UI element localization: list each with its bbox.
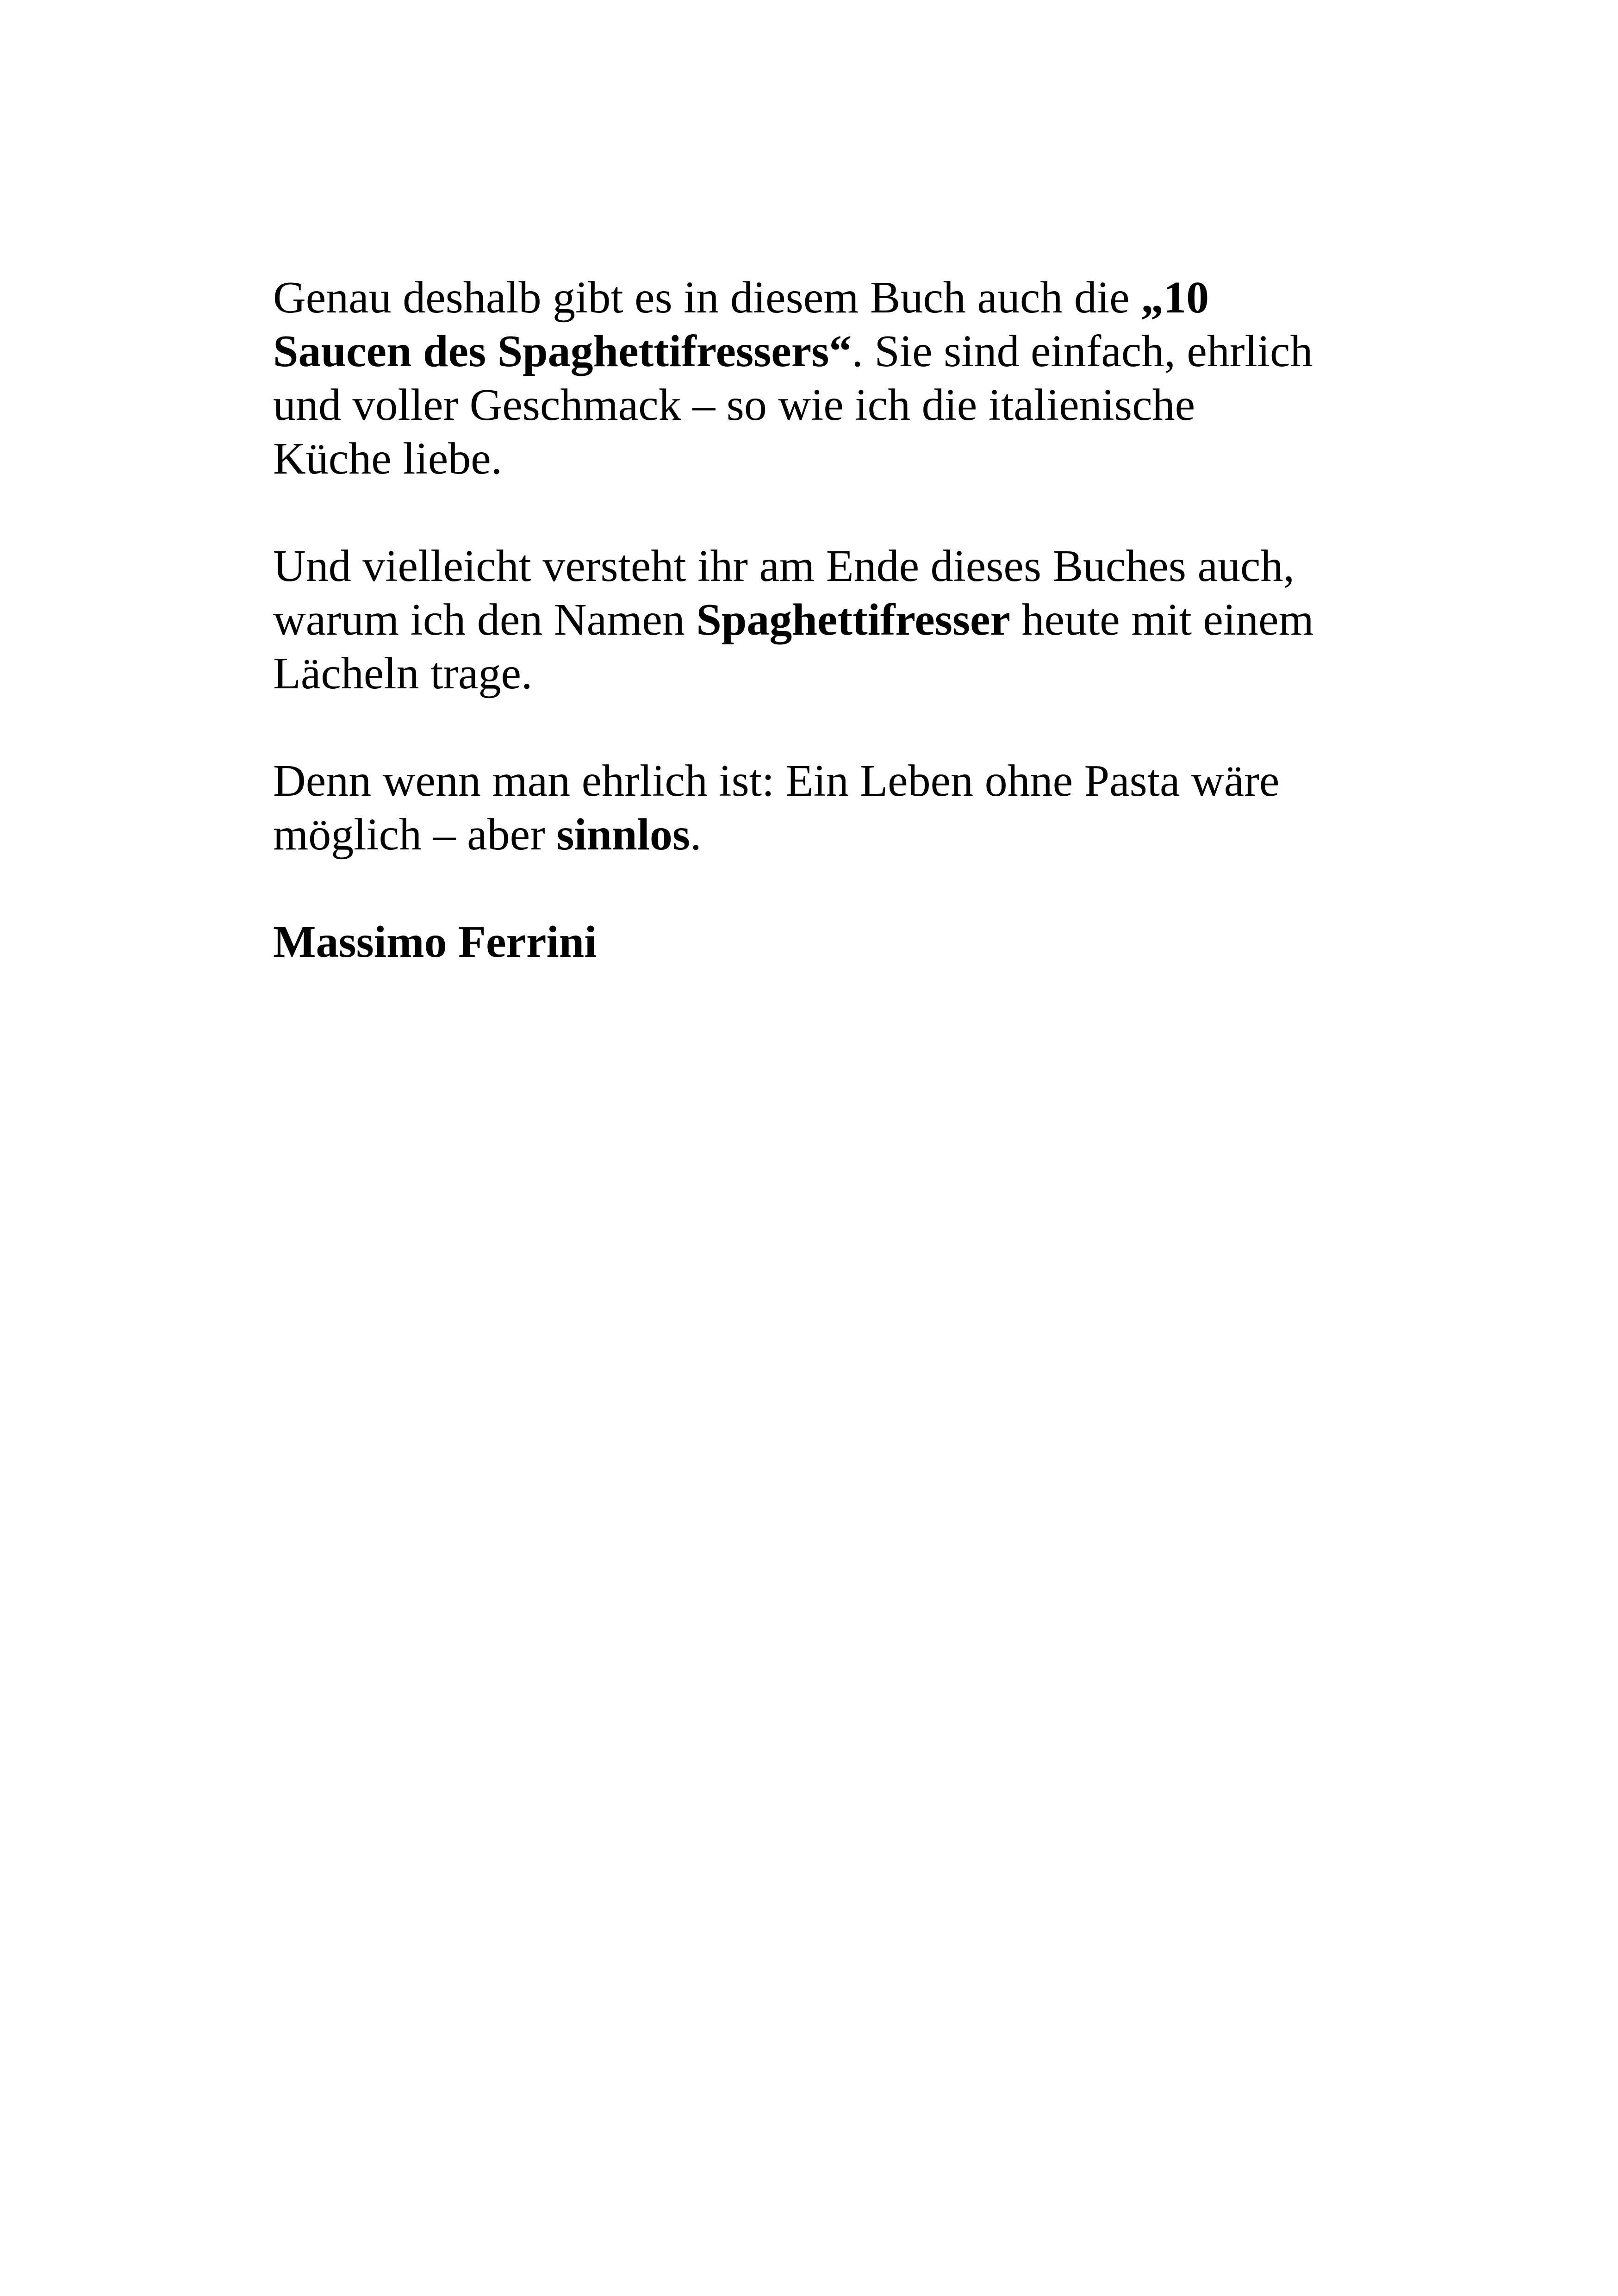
text-run: möglich – aber xyxy=(273,810,557,860)
text-run: warum ich den Namen xyxy=(273,595,697,645)
paragraph-2-line-1 xyxy=(273,539,1375,593)
text-run: Denn wenn man ehrlich ist: Ein Leben ohne Pasta wäre xyxy=(273,756,1280,806)
text-run: Küche liebe. xyxy=(273,434,503,484)
text-run: Lächeln trage. xyxy=(273,649,533,699)
text-run: . Sie sind einfach, ehrlich xyxy=(852,326,1313,376)
bold-run: sinnlos xyxy=(556,810,691,860)
paragraph-2-line-2 xyxy=(273,593,1375,647)
bold-run: Saucen des Spaghettifressers“ xyxy=(273,326,852,376)
bold-run: Spaghettifresser xyxy=(696,595,1010,645)
paragraph-2 xyxy=(273,539,1375,700)
paragraph-3-line-1 xyxy=(273,754,1375,808)
paragraph-2-line-3 xyxy=(273,647,1375,700)
text-run: Genau deshalb gibt es in diesem Buch auch die xyxy=(273,273,1141,323)
author-signature: Massimo Ferrini xyxy=(273,917,597,967)
text-run: . xyxy=(690,810,702,860)
paragraph-3 xyxy=(273,754,1375,861)
paragraph-1-line-4 xyxy=(273,432,1375,486)
text-run: und voller Geschmack – so wie ich die italienische xyxy=(273,380,1195,430)
text-run: Und vielleicht versteht ihr am Ende dieses Buches auch, xyxy=(273,541,1295,591)
text-column xyxy=(273,271,1375,969)
bold-run: „10 xyxy=(1141,273,1209,323)
paragraph-1-line-2 xyxy=(273,324,1375,378)
paragraph-1-line-1 xyxy=(273,271,1375,324)
paragraph-3-line-2 xyxy=(273,808,1375,861)
text-run: heute mit einem xyxy=(1010,595,1314,645)
paragraph-1 xyxy=(273,271,1375,486)
paragraph-1-line-3 xyxy=(273,378,1375,432)
